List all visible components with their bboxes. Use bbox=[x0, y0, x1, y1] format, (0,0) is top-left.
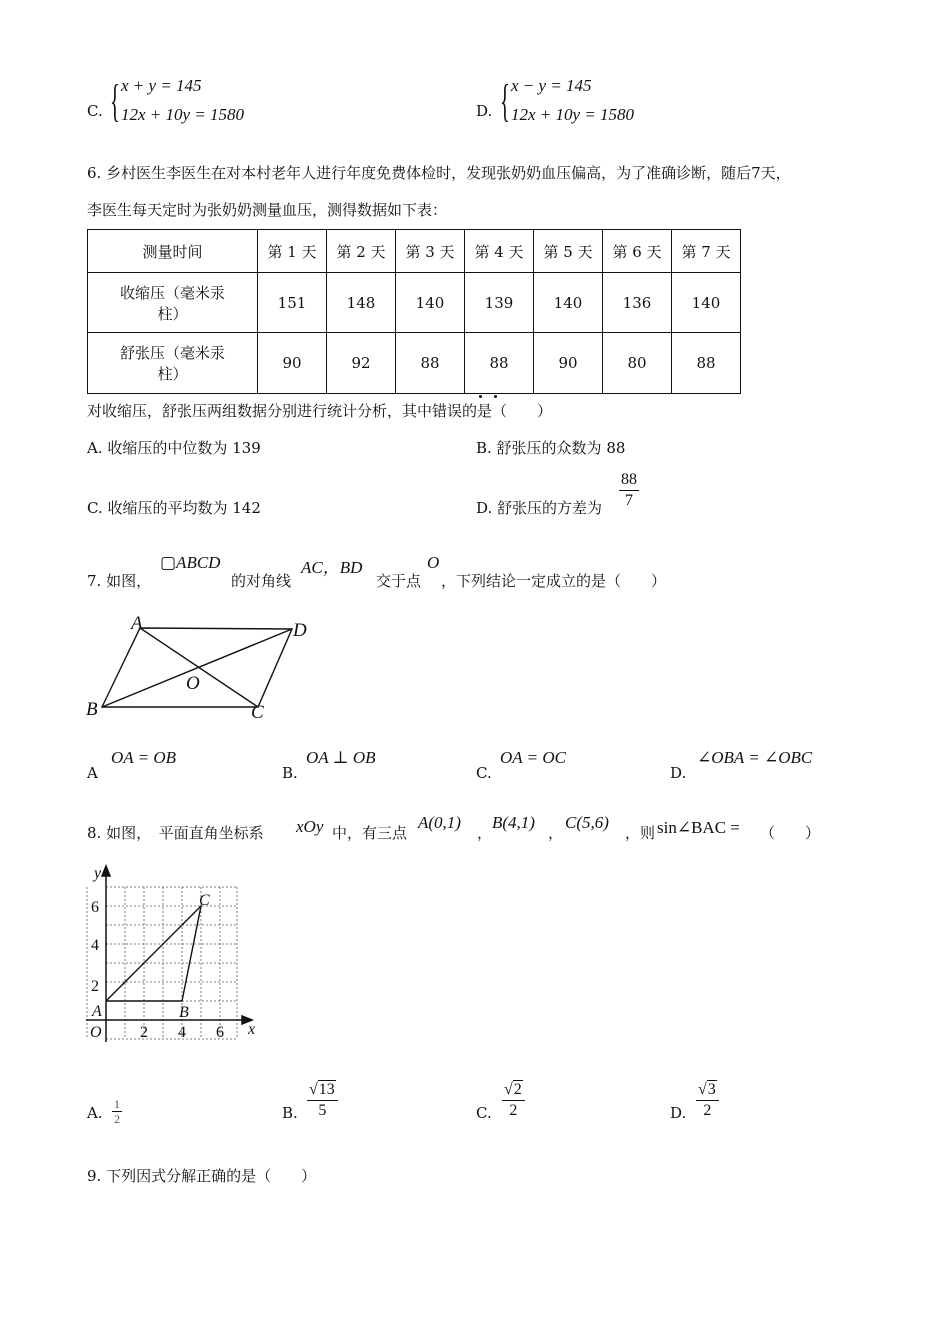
q8-expression: sin∠BAC = bbox=[657, 818, 740, 837]
table-cell: 88 bbox=[396, 333, 465, 394]
coordinate-figure bbox=[86, 860, 266, 1046]
q7-option-c: OA = OC bbox=[500, 748, 566, 767]
q6-option-b: B. 舒张压的众数为 88 bbox=[476, 439, 626, 457]
q7-option-b-letter: B. bbox=[282, 764, 298, 782]
table-header-cell: 测量时间 bbox=[88, 230, 258, 273]
y-tick-label: 4 bbox=[91, 937, 99, 954]
q8-tail: （ ） bbox=[760, 824, 821, 842]
q6-stem-line2: 李医生每天定时为张奶奶测量血压，测得数据如下表： bbox=[87, 201, 448, 219]
q8-text: 中，有三点 bbox=[332, 824, 408, 842]
q5-option-d-letter: D. bbox=[476, 102, 493, 120]
table-cell: 90 bbox=[258, 333, 327, 394]
q6-option-d: D. 舒张压的方差为 bbox=[476, 499, 603, 517]
table-cell: 140 bbox=[534, 273, 603, 333]
table-cell: 80 bbox=[603, 333, 672, 394]
table-cell: 136 bbox=[603, 273, 672, 333]
q6-option-a: A. 收缩压的中位数为 139 bbox=[87, 439, 261, 457]
q8-option-c-fraction: $\frac{√2}{2}$ bbox=[502, 1080, 525, 1121]
q6-question: 对收缩压，舒张压两组数据分别进行统计分析，其中错误的是（ ） bbox=[87, 402, 553, 420]
q8-option-c-letter: C. bbox=[476, 1104, 492, 1122]
row-label-diastolic: 舒张压（毫米汞 柱） bbox=[88, 333, 258, 394]
q6-option-c: C. 收缩压的平均数为 142 bbox=[87, 499, 261, 517]
q9-stem: 9. 下列因式分解正确的是（ ） bbox=[87, 1167, 317, 1185]
y-axis-arrow-icon bbox=[102, 866, 110, 876]
q7-option-c-letter: C. bbox=[476, 764, 492, 782]
q8-option-d-letter: D. bbox=[670, 1104, 687, 1122]
table-header-cell: 第 1 天 bbox=[258, 230, 327, 273]
row-label-systolic: 收缩压（毫米汞 柱） bbox=[88, 273, 258, 333]
x-tick-label: 2 bbox=[140, 1024, 148, 1041]
table-cell: 140 bbox=[672, 273, 741, 333]
point-label-a: A bbox=[92, 1003, 102, 1020]
point-label-c: C bbox=[199, 892, 210, 909]
q8-point-a: A(0,1) bbox=[418, 813, 461, 832]
q7-point: O bbox=[427, 553, 440, 572]
emphasis-dot bbox=[494, 395, 497, 398]
table-cell: 151 bbox=[258, 273, 327, 333]
q8-point-c: C(5,6) bbox=[565, 813, 609, 832]
table-cell: 90 bbox=[534, 333, 603, 394]
blood-pressure-table bbox=[87, 229, 741, 394]
table-row-diastolic bbox=[88, 333, 741, 394]
q8-option-a-letter: A. bbox=[87, 1104, 103, 1122]
q7-option-d: ∠OBA = ∠OBC bbox=[697, 748, 813, 767]
q7-option-a: OA = OB bbox=[111, 748, 176, 767]
q8-option-b-letter: B. bbox=[282, 1104, 298, 1122]
table-cell: 148 bbox=[327, 273, 396, 333]
q7-text: 交于点 bbox=[376, 572, 422, 590]
table-header-cell: 第 3 天 bbox=[396, 230, 465, 273]
q8-comma: ， bbox=[548, 824, 564, 842]
vertex-label-o: O bbox=[186, 673, 200, 694]
y-axis-label: y bbox=[94, 865, 102, 882]
q5-option-c-eq1: x + y = 145 bbox=[121, 76, 202, 95]
q7-text: 的对角线 bbox=[231, 572, 292, 590]
emphasis-dot bbox=[479, 395, 482, 398]
q8-option-b-fraction: $\frac{√13}{5}$ bbox=[307, 1080, 338, 1121]
x-axis-label: x bbox=[248, 1021, 256, 1038]
q8-text: ，则 bbox=[625, 824, 656, 842]
x-tick-label: 4 bbox=[178, 1024, 186, 1041]
table-header-cell: 第 2 天 bbox=[327, 230, 396, 273]
q5-option-c-eq2: 12x + 10y = 1580 bbox=[121, 105, 245, 124]
q8-lead: 8. 如图， 平面直角坐标系 bbox=[87, 824, 264, 842]
q8-option-d-fraction: $\frac{√3}{2}$ bbox=[696, 1080, 719, 1121]
y-tick-label: 2 bbox=[91, 978, 99, 995]
q5-option-c-letter: C. bbox=[87, 102, 103, 120]
q8-comma: ， bbox=[477, 824, 493, 842]
parallelogram-figure bbox=[80, 612, 320, 724]
q5-option-d-brace: { bbox=[500, 75, 510, 126]
y-tick-label: 6 bbox=[91, 899, 99, 916]
q5-option-d-eq1: x − y = 145 bbox=[511, 76, 592, 95]
table-header-cell: 第 5 天 bbox=[534, 230, 603, 273]
q6-option-d-fraction: $\frac{88}{7}$ bbox=[621, 471, 637, 509]
q7-parallelogram: ▢ABCD bbox=[160, 553, 221, 572]
table-cell: 88 bbox=[465, 333, 534, 394]
q7-option-d-letter: D. bbox=[670, 764, 687, 782]
q5-option-d-eq2: 12x + 10y = 1580 bbox=[511, 105, 635, 124]
table-row-systolic bbox=[88, 273, 741, 333]
q8-point-b: B(4,1) bbox=[492, 813, 535, 832]
table-header-cell: 第 6 天 bbox=[603, 230, 672, 273]
table-cell: 140 bbox=[396, 273, 465, 333]
q5-option-c-brace: { bbox=[110, 75, 120, 126]
q7-diagonals: AC，BD bbox=[301, 558, 363, 577]
q8-coordinate-system: xOy bbox=[296, 817, 324, 836]
q7-lead: 7. 如图， bbox=[87, 572, 152, 590]
triangle-abc bbox=[106, 906, 201, 1001]
q8-option-a-fraction: $\frac{1}{2}$ bbox=[114, 1097, 120, 1126]
grid bbox=[87, 887, 237, 1039]
q7-option-a-letter: A bbox=[87, 764, 98, 782]
table-header-row bbox=[88, 230, 741, 273]
vertex-label-c: C bbox=[251, 702, 264, 723]
q7-option-b: OA ⊥ OB bbox=[306, 748, 376, 767]
vertex-label-b: B bbox=[86, 699, 98, 720]
vertex-label-a: A bbox=[131, 613, 143, 634]
point-label-b: B bbox=[179, 1004, 189, 1021]
q7-tail: ，下列结论一定成立的是（ ） bbox=[441, 572, 667, 590]
table-header-cell: 第 4 天 bbox=[465, 230, 534, 273]
vertex-label-d: D bbox=[293, 620, 307, 641]
x-tick-label: 6 bbox=[216, 1024, 224, 1041]
q6-stem-line1: 6. 乡村医生李医生在对本村老年人进行年度免费体检时，发现张奶奶血压偏高，为了准确诊断，随后7天， bbox=[87, 164, 791, 182]
table-cell: 88 bbox=[672, 333, 741, 394]
table-cell: 92 bbox=[327, 333, 396, 394]
table-cell: 139 bbox=[465, 273, 534, 333]
table-header-cell: 第 7 天 bbox=[672, 230, 741, 273]
origin-label: O bbox=[90, 1024, 102, 1041]
